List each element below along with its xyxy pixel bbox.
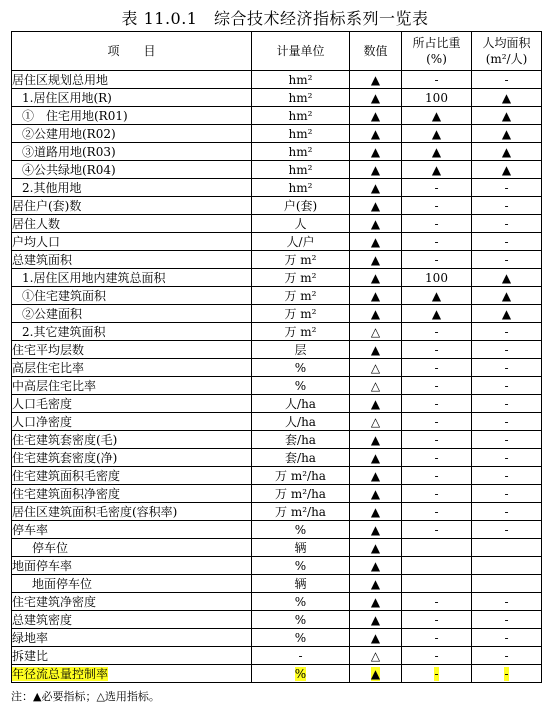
row-per: - bbox=[472, 323, 542, 341]
row-per: ▲ bbox=[472, 287, 542, 305]
row-per: - bbox=[472, 197, 542, 215]
row-value: △ bbox=[350, 323, 402, 341]
table-row bbox=[12, 89, 542, 107]
row-name: 停车位 bbox=[12, 539, 252, 557]
row-per: ▲ bbox=[472, 161, 542, 179]
row-per: - bbox=[472, 359, 542, 377]
row-unit: hm² bbox=[252, 107, 350, 125]
table-row bbox=[12, 395, 542, 413]
row-value: ▲ bbox=[350, 197, 402, 215]
row-pct: - bbox=[402, 323, 472, 341]
row-per bbox=[472, 557, 542, 575]
row-per: - bbox=[472, 503, 542, 521]
row-name: 住宅建筑面积毛密度 bbox=[12, 467, 252, 485]
row-name: ②公建用地(R02) bbox=[12, 125, 252, 143]
row-name: ④公共绿地(R04) bbox=[12, 161, 252, 179]
row-value: △ bbox=[350, 359, 402, 377]
table-row bbox=[12, 557, 542, 575]
row-value: ▲ bbox=[350, 107, 402, 125]
row-pct: ▲ bbox=[402, 305, 472, 323]
table-row bbox=[12, 503, 542, 521]
row-value: ▲ bbox=[350, 305, 402, 323]
table-row bbox=[12, 449, 542, 467]
table-row bbox=[12, 197, 542, 215]
row-per: ▲ bbox=[472, 143, 542, 161]
table-row bbox=[12, 305, 542, 323]
row-per: - bbox=[472, 395, 542, 413]
row-pct: ▲ bbox=[402, 287, 472, 305]
row-per: ▲ bbox=[472, 107, 542, 125]
row-name-highlight: 年径流总量控制率 bbox=[12, 666, 109, 681]
table-row bbox=[12, 431, 542, 449]
row-name: ①住宅建筑面积 bbox=[12, 287, 252, 305]
row-unit: 万 m²/ha bbox=[252, 467, 350, 485]
row-pct bbox=[402, 575, 472, 593]
row-value: ▲ bbox=[350, 215, 402, 233]
table-row bbox=[12, 467, 542, 485]
row-unit: 万 m²/ha bbox=[252, 485, 350, 503]
row-unit: hm² bbox=[252, 71, 350, 89]
row-name: 2.其他用地 bbox=[12, 179, 252, 197]
row-per: ▲ bbox=[472, 269, 542, 287]
row-pct bbox=[402, 557, 472, 575]
row-pct: ▲ bbox=[402, 107, 472, 125]
table-row bbox=[12, 269, 542, 287]
row-unit: 万 m² bbox=[252, 305, 350, 323]
row-pct-highlight: - bbox=[434, 666, 439, 681]
table-header-row bbox=[12, 32, 542, 71]
row-unit: 人/ha bbox=[252, 413, 350, 431]
row-value: ▲ bbox=[350, 503, 402, 521]
row-unit: hm² bbox=[252, 143, 350, 161]
row-unit: 万 m²/ha bbox=[252, 503, 350, 521]
row-name: 住宅建筑净密度 bbox=[12, 593, 252, 611]
table-row bbox=[12, 377, 542, 395]
row-name: 总建筑密度 bbox=[12, 611, 252, 629]
row-pct: - bbox=[402, 503, 472, 521]
row-value-highlight: ▲ bbox=[370, 666, 381, 681]
row-per: - bbox=[472, 215, 542, 233]
row-pct: - bbox=[402, 593, 472, 611]
row-value: ▲ bbox=[350, 143, 402, 161]
row-per: - bbox=[472, 521, 542, 539]
row-pct: - bbox=[402, 341, 472, 359]
row-name: 居住户(套)数 bbox=[12, 197, 252, 215]
row-value: ▲ bbox=[350, 611, 402, 629]
table-row bbox=[12, 179, 542, 197]
row-name: ③道路用地(R03) bbox=[12, 143, 252, 161]
row-unit: 万 m² bbox=[252, 251, 350, 269]
row-pct bbox=[402, 665, 472, 683]
row-pct: - bbox=[402, 179, 472, 197]
table-row bbox=[12, 539, 542, 557]
row-name: 居住区建筑面积毛密度(容积率) bbox=[12, 503, 252, 521]
row-pct: - bbox=[402, 233, 472, 251]
row-unit: 人/户 bbox=[252, 233, 350, 251]
table-row bbox=[12, 215, 542, 233]
table-row bbox=[12, 341, 542, 359]
row-per-highlight: - bbox=[504, 666, 509, 681]
row-value: ▲ bbox=[350, 89, 402, 107]
header-unit: 计量单位 bbox=[252, 32, 350, 71]
table-row bbox=[12, 611, 542, 629]
header-item: 项 目 bbox=[12, 32, 252, 71]
table-title: 表 11.0.1 综合技术经济指标系列一览表 bbox=[121, 9, 429, 28]
row-value: △ bbox=[350, 377, 402, 395]
table-row bbox=[12, 107, 542, 125]
row-unit: 万 m² bbox=[252, 287, 350, 305]
header-per-line1: 人均面积 bbox=[482, 36, 531, 50]
row-per: - bbox=[472, 71, 542, 89]
header-per bbox=[472, 32, 542, 71]
row-name: 住宅建筑套密度(净) bbox=[12, 449, 252, 467]
table-row bbox=[12, 287, 542, 305]
indicator-table bbox=[11, 31, 542, 683]
row-unit: hm² bbox=[252, 125, 350, 143]
row-name: 2.其它建筑面积 bbox=[12, 323, 252, 341]
row-value: ▲ bbox=[350, 467, 402, 485]
row-value: ▲ bbox=[350, 431, 402, 449]
row-name: 地面停车位 bbox=[12, 575, 252, 593]
row-value: ▲ bbox=[350, 287, 402, 305]
row-unit: % bbox=[252, 629, 350, 647]
row-pct: ▲ bbox=[402, 161, 472, 179]
table-body bbox=[12, 71, 542, 683]
row-pct: - bbox=[402, 629, 472, 647]
table-row bbox=[12, 161, 542, 179]
row-name: 住宅建筑套密度(毛) bbox=[12, 431, 252, 449]
row-pct: - bbox=[402, 251, 472, 269]
row-pct: - bbox=[402, 467, 472, 485]
table-row bbox=[12, 143, 542, 161]
table-row bbox=[12, 125, 542, 143]
table-row bbox=[12, 359, 542, 377]
table-row bbox=[12, 521, 542, 539]
table-row bbox=[12, 323, 542, 341]
row-per: - bbox=[472, 647, 542, 665]
row-name: 住宅平均层数 bbox=[12, 341, 252, 359]
row-name: 人口净密度 bbox=[12, 413, 252, 431]
row-pct: - bbox=[402, 647, 472, 665]
table-row bbox=[12, 233, 542, 251]
row-name: 住宅建筑面积净密度 bbox=[12, 485, 252, 503]
row-unit: 套/ha bbox=[252, 431, 350, 449]
row-value: ▲ bbox=[350, 125, 402, 143]
row-unit: 万 m² bbox=[252, 269, 350, 287]
row-per: - bbox=[472, 611, 542, 629]
row-per bbox=[472, 665, 542, 683]
row-pct: - bbox=[402, 377, 472, 395]
row-pct: - bbox=[402, 197, 472, 215]
row-name: 户均人口 bbox=[12, 233, 252, 251]
row-unit: hm² bbox=[252, 179, 350, 197]
row-unit: hm² bbox=[252, 89, 350, 107]
row-pct: - bbox=[402, 521, 472, 539]
row-per: - bbox=[472, 377, 542, 395]
row-name: 居住人数 bbox=[12, 215, 252, 233]
row-name: 1.居住区用地内建筑总面积 bbox=[12, 269, 252, 287]
table-row bbox=[12, 485, 542, 503]
row-pct: - bbox=[402, 485, 472, 503]
row-value: △ bbox=[350, 647, 402, 665]
row-unit: % bbox=[252, 557, 350, 575]
table-row bbox=[12, 251, 542, 269]
row-value: ▲ bbox=[350, 521, 402, 539]
row-unit: 人 bbox=[252, 215, 350, 233]
row-per: - bbox=[472, 431, 542, 449]
table-row bbox=[12, 575, 542, 593]
row-unit: % bbox=[252, 359, 350, 377]
table-row bbox=[12, 647, 542, 665]
row-per: - bbox=[472, 449, 542, 467]
row-pct: ▲ bbox=[402, 125, 472, 143]
row-per: - bbox=[472, 467, 542, 485]
row-unit: 万 m² bbox=[252, 323, 350, 341]
row-pct: - bbox=[402, 395, 472, 413]
row-per bbox=[472, 575, 542, 593]
row-unit: % bbox=[252, 377, 350, 395]
row-unit: 套/ha bbox=[252, 449, 350, 467]
row-unit: % bbox=[252, 521, 350, 539]
row-value: ▲ bbox=[350, 251, 402, 269]
row-pct: 100 bbox=[402, 269, 472, 287]
table-row bbox=[12, 593, 542, 611]
row-value: ▲ bbox=[350, 575, 402, 593]
row-value: △ bbox=[350, 413, 402, 431]
header-value: 数值 bbox=[350, 32, 402, 71]
row-value: ▲ bbox=[350, 341, 402, 359]
row-value: ▲ bbox=[350, 593, 402, 611]
row-value bbox=[350, 665, 402, 683]
row-pct: - bbox=[402, 449, 472, 467]
header-pct bbox=[402, 32, 472, 71]
row-per: ▲ bbox=[472, 89, 542, 107]
row-name: 居住区规划总用地 bbox=[12, 71, 252, 89]
row-value: ▲ bbox=[350, 557, 402, 575]
row-value: ▲ bbox=[350, 395, 402, 413]
row-value: ▲ bbox=[350, 71, 402, 89]
row-unit: - bbox=[252, 647, 350, 665]
row-pct: - bbox=[402, 215, 472, 233]
row-name: 地面停车率 bbox=[12, 557, 252, 575]
row-unit: % bbox=[252, 611, 350, 629]
row-pct: - bbox=[402, 71, 472, 89]
row-name: 拆建比 bbox=[12, 647, 252, 665]
table-row bbox=[12, 665, 542, 683]
table-row bbox=[12, 629, 542, 647]
row-pct bbox=[402, 539, 472, 557]
row-unit: 人/ha bbox=[252, 395, 350, 413]
row-per: ▲ bbox=[472, 125, 542, 143]
row-name: 总建筑面积 bbox=[12, 251, 252, 269]
footnote: 注：▲必要指标；△选用指标。 bbox=[11, 690, 160, 703]
header-per-line2: (m²/人) bbox=[485, 52, 528, 66]
row-value: ▲ bbox=[350, 161, 402, 179]
row-pct: ▲ bbox=[402, 143, 472, 161]
table-row bbox=[12, 413, 542, 431]
row-pct: - bbox=[402, 359, 472, 377]
row-unit: hm² bbox=[252, 161, 350, 179]
row-value: ▲ bbox=[350, 269, 402, 287]
row-name: 中高层住宅比率 bbox=[12, 377, 252, 395]
row-pct: - bbox=[402, 611, 472, 629]
row-name: 1.居住区用地(R) bbox=[12, 89, 252, 107]
row-value: ▲ bbox=[350, 233, 402, 251]
table-row bbox=[12, 71, 542, 89]
header-pct-line1: 所占比重 bbox=[412, 36, 461, 50]
row-pct: - bbox=[402, 431, 472, 449]
row-per: - bbox=[472, 179, 542, 197]
row-value: ▲ bbox=[350, 449, 402, 467]
row-unit: 辆 bbox=[252, 539, 350, 557]
row-per bbox=[472, 539, 542, 557]
row-value: ▲ bbox=[350, 539, 402, 557]
row-name bbox=[12, 665, 252, 683]
row-per: - bbox=[472, 629, 542, 647]
row-per: - bbox=[472, 593, 542, 611]
row-name: ① 住宅用地(R01) bbox=[12, 107, 252, 125]
row-name: 绿地率 bbox=[12, 629, 252, 647]
row-value: ▲ bbox=[350, 629, 402, 647]
row-value: ▲ bbox=[350, 179, 402, 197]
row-name: 人口毛密度 bbox=[12, 395, 252, 413]
row-unit-highlight: % bbox=[294, 666, 307, 681]
row-per: - bbox=[472, 413, 542, 431]
row-per: - bbox=[472, 233, 542, 251]
row-pct: - bbox=[402, 413, 472, 431]
row-name: 高层住宅比率 bbox=[12, 359, 252, 377]
row-value: ▲ bbox=[350, 485, 402, 503]
row-name: 停车率 bbox=[12, 521, 252, 539]
row-unit: 辆 bbox=[252, 575, 350, 593]
row-per: - bbox=[472, 251, 542, 269]
row-name: ②公建面积 bbox=[12, 305, 252, 323]
row-pct: 100 bbox=[402, 89, 472, 107]
row-unit: 户(套) bbox=[252, 197, 350, 215]
header-pct-line2: (%) bbox=[426, 52, 447, 66]
row-per: - bbox=[472, 485, 542, 503]
row-unit: % bbox=[252, 593, 350, 611]
row-unit bbox=[252, 665, 350, 683]
row-per: - bbox=[472, 341, 542, 359]
row-unit: 层 bbox=[252, 341, 350, 359]
row-per: ▲ bbox=[472, 305, 542, 323]
